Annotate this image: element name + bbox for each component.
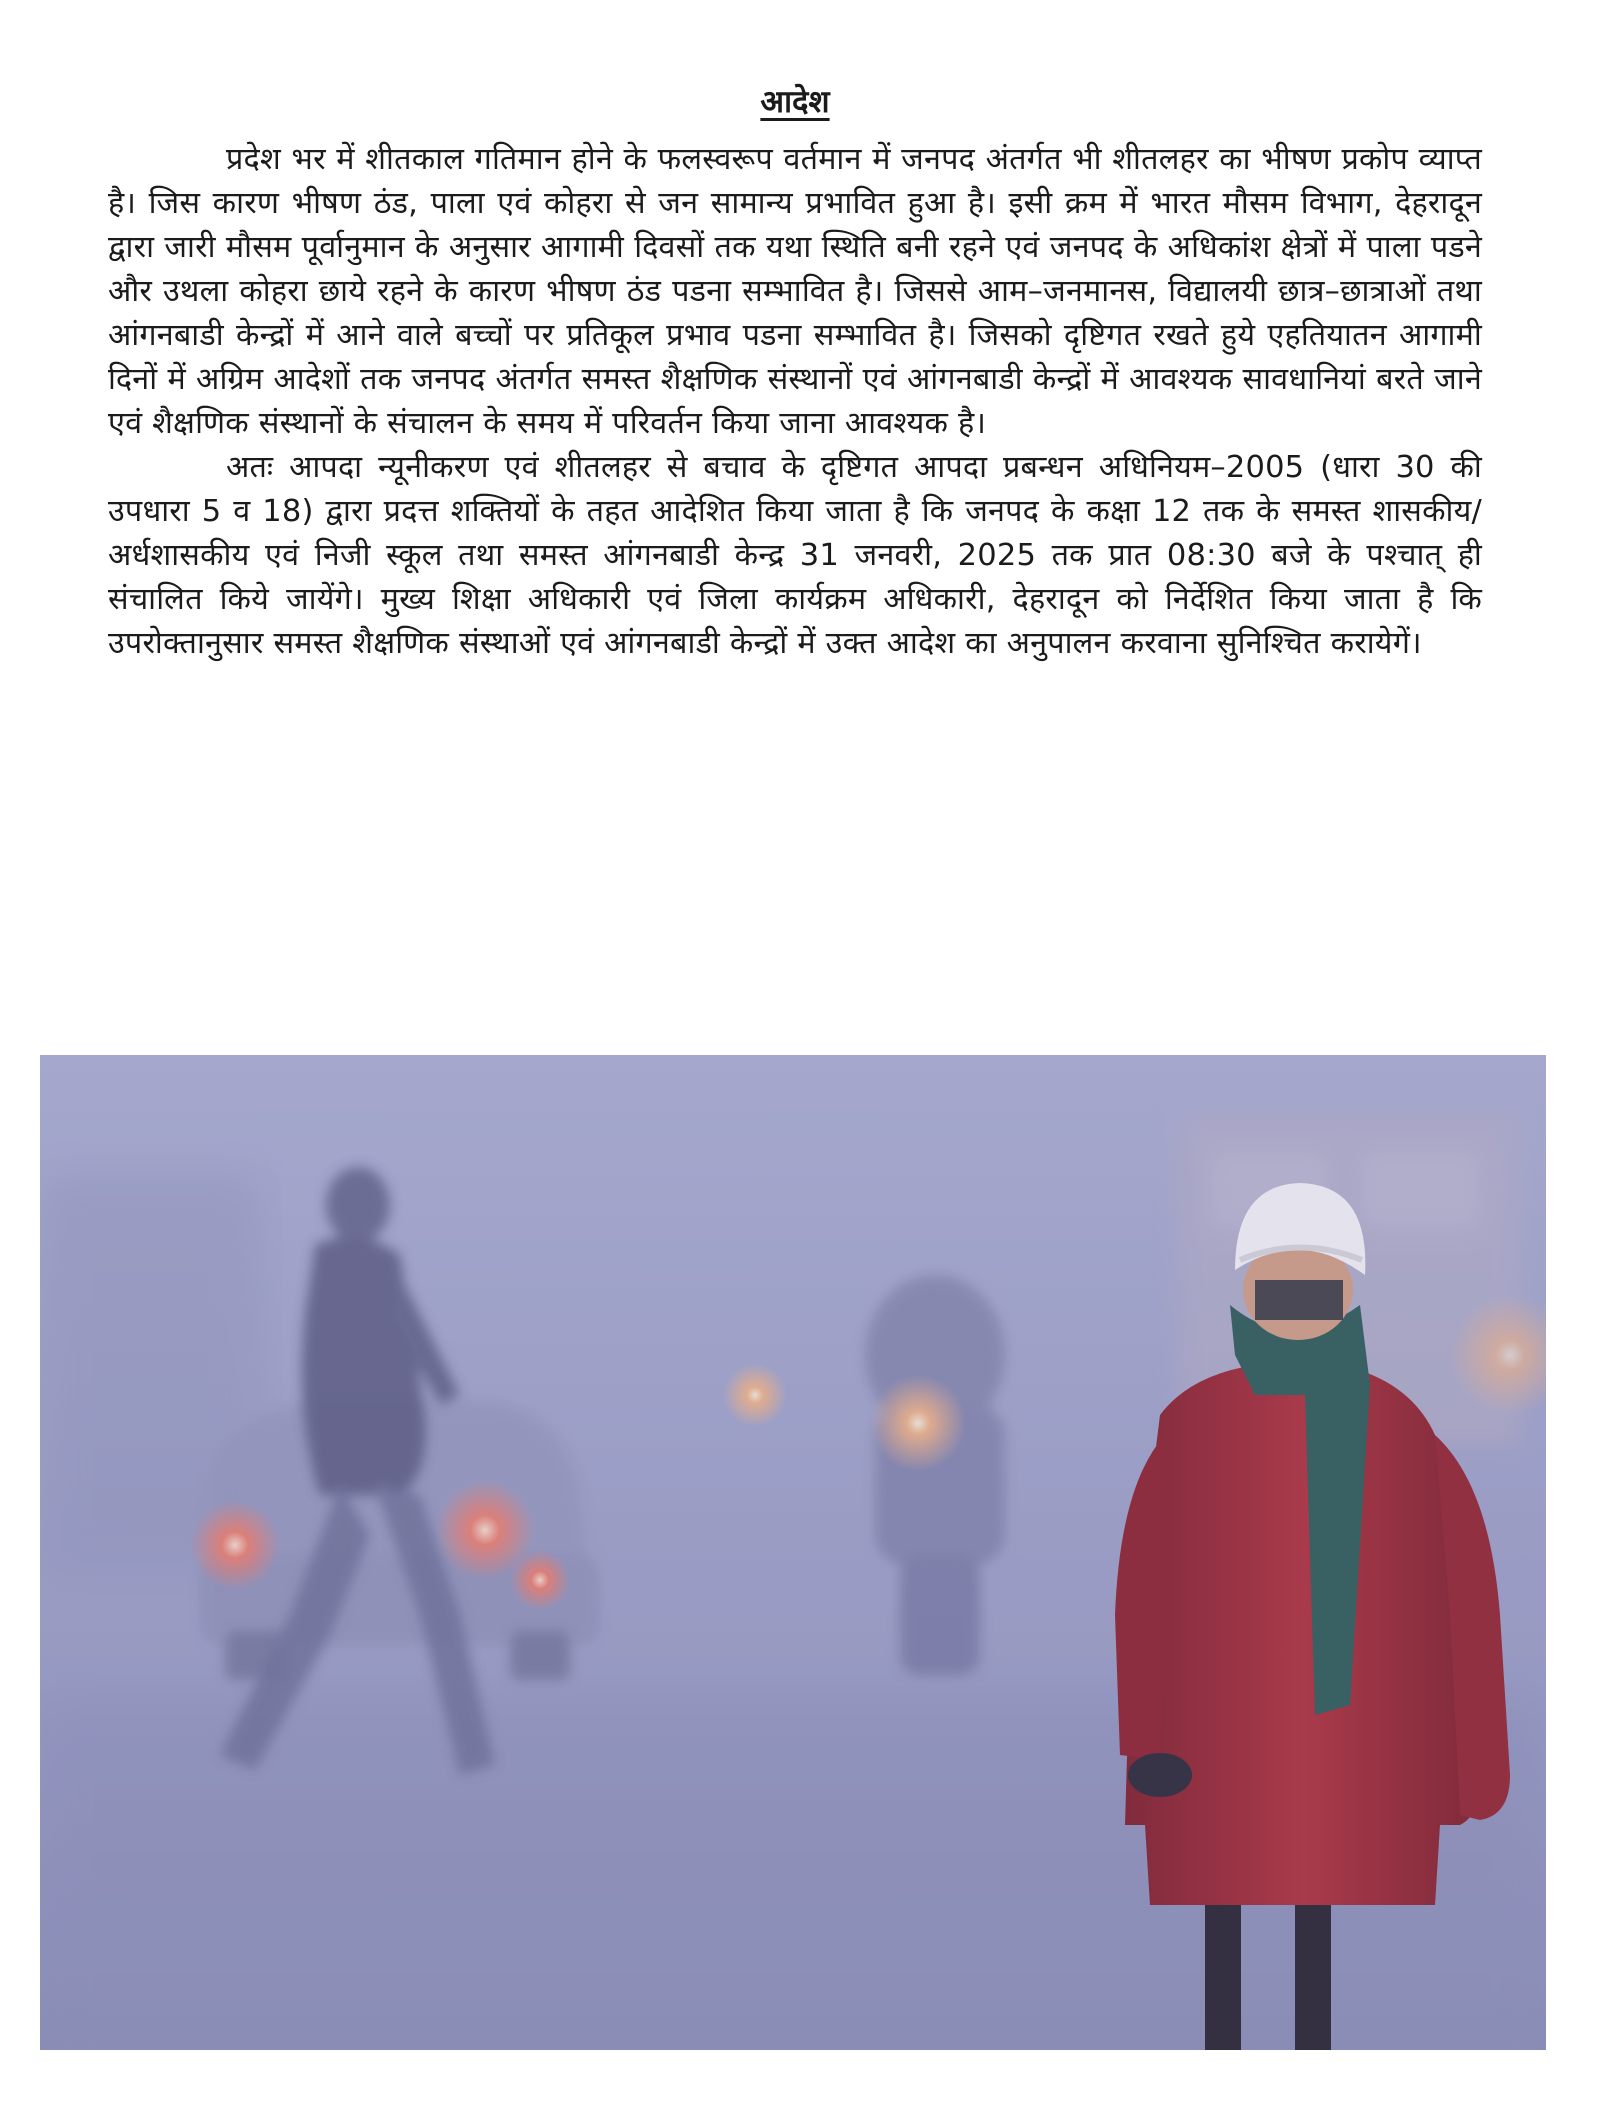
document-title: आदेश (760, 84, 830, 120)
order-paragraph-2: अतः आपदा न्यूनीकरण एवं शीतलहर से बचाव के दृष्टिगत आपदा प्रबन्धन अधिनियम–2005 (धारा 30 की उपधारा 5 व 18) द्वारा प्रदत्त शक्तियों के तहत आदेशित किया जाता है कि जनपद के कक्षा 12 तक के समस्त शासकीय/अर्धशासकीय एवं निजी स्कूल तथा समस्त आंगनबाडी केन्द्र 31 जनवरी, 2025 तक प्रात 08:30 बजे के पश्चात् ही संचालित किये जायेंगे। मुख्य शिक्षा अधिकारी एवं जिला कार्यक्रम अधिकारी, देहरादून को निर्देशित किया जाता है कि उपरोक्तानुसार समस्त शैक्षणिक संस्थाओं एवं आंगनबाडी केन्द्रों में उक्त आदेश का अनुपालन करवाना सुनिश्चित करायेगें। (108, 450, 1482, 661)
foggy-street-photo (40, 1055, 1546, 2050)
order-paragraph-1: प्रदेश भर में शीतकाल गतिमान होने के फलस्वरूप वर्तमान में जनपद अंतर्गत भी शीतलहर का भीषण प्रकोप व्याप्त है। जिस कारण भीषण ठंड, पाला एवं कोहरा से जन सामान्य प्रभावित हुआ है। इसी क्रम में भारत मौसम विभाग, देहरादून द्वारा जारी मौसम पूर्वानुमान के अनुसार आगामी दिवसों तक यथा स्थिति बनी रहने एवं जनपद के अधिकांश क्षेत्रों में पाला पडने और उथला कोहरा छाये रहने के कारण भीषण ठंड पडना सम्भावित है। जिससे आम–जनमानस, विद्यालयी छात्र–छात्राओं तथा आंगनबाडी केन्द्रों में आने वाले बच्चों पर प्रतिकूल प्रभाव पडना सम्भावित है। जिसको दृष्टिगत रखते हुये एहतियातन आगामी दिनों में अग्रिम आदेशों तक जनपद अंतर्गत समस्त शैक्षणिक संस्थानों एवं आंगनबाडी केन्द्रों में आवश्यक सावधानियां बरते जाने एवं शैक्षणिक संस्थानों के संचालन के समय में परिवर्तन किया जाना आवश्यक है। (108, 142, 1482, 441)
order-document (108, 80, 1482, 666)
